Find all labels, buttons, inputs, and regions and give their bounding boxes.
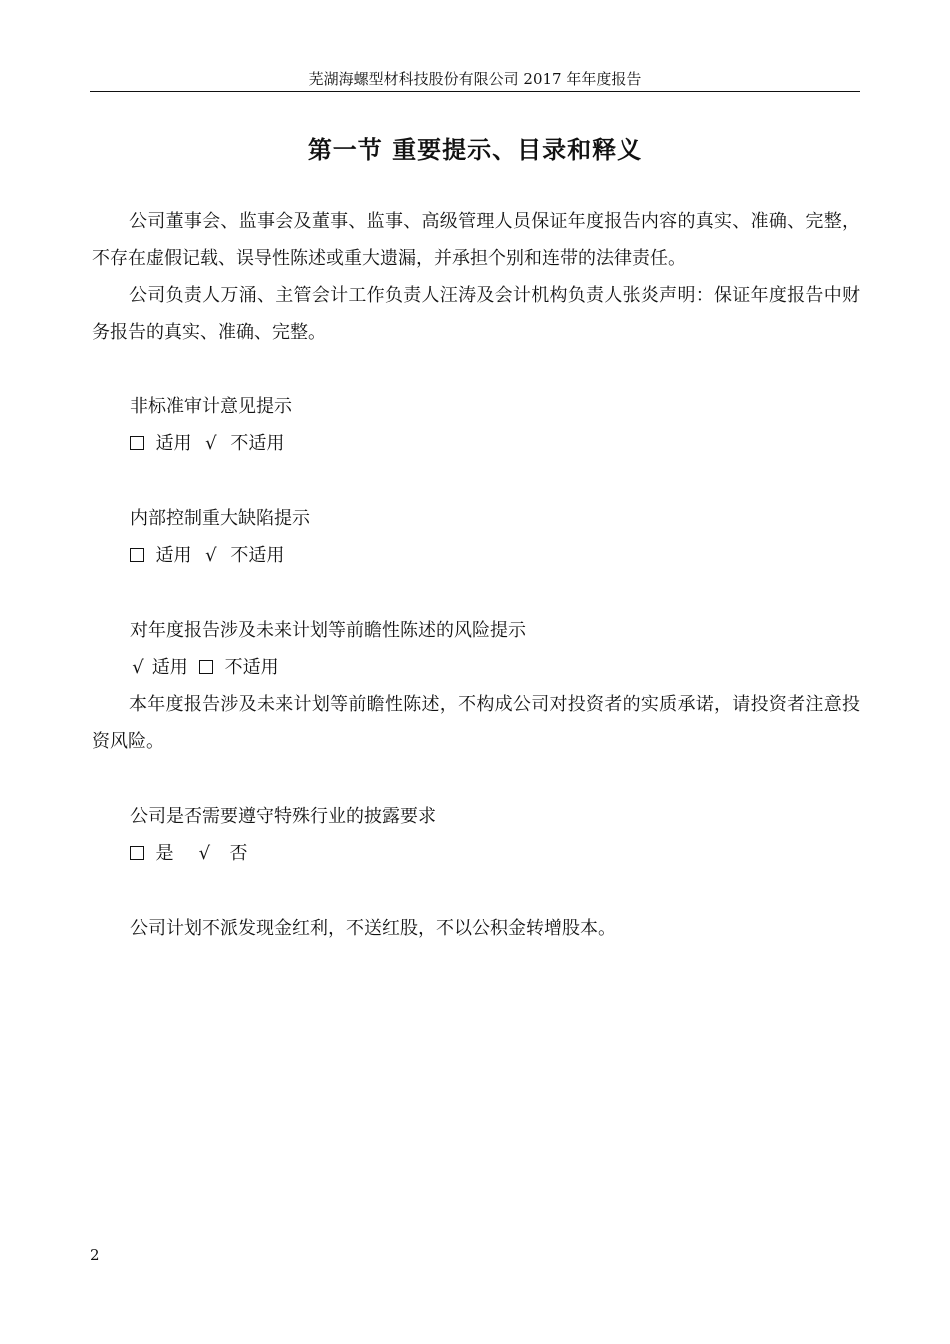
option-applicable: 适用: [155, 545, 192, 566]
internal-control-options: [130, 537, 284, 574]
forward-looking-options: [130, 649, 279, 686]
unchecked-box-icon: [130, 846, 144, 860]
audit-opinion-options: [130, 425, 284, 462]
audit-opinion-heading: 非标准审计意见提示: [130, 396, 292, 417]
unchecked-box-icon: [130, 548, 144, 562]
header-rule: [90, 91, 860, 92]
option-applicable: 适用: [151, 657, 188, 678]
option-not-applicable: 不适用: [224, 657, 279, 678]
forward-looking-body: 本年度报告涉及未来计划等前瞻性陈述，不构成公司对投资者的实质承诺，请投资者注意投资风险。: [92, 694, 860, 752]
option-no: 否: [229, 843, 248, 864]
checkmark-icon: √: [132, 657, 144, 678]
dividend-plan: 公司计划不派发现金红利，不送红股，不以公积金转增股本。: [130, 918, 616, 939]
checkmark-icon: √: [205, 545, 217, 566]
checkmark-icon: √: [198, 843, 211, 864]
disclosure-requirement-heading: 公司是否需要遵守特殊行业的披露要求: [130, 806, 436, 827]
disclosure-requirement-options: [130, 835, 248, 872]
option-not-applicable: 不适用: [230, 433, 285, 454]
page-number: 2: [90, 1246, 100, 1264]
section-title: 第一节 重要提示、目录和释义: [307, 135, 643, 164]
responsibility-paragraph: 公司负责人万涌、主管会计工作负责人汪涛及会计机构负责人张炎声明：保证年度报告中财务报告的真实、准确、完整。: [92, 285, 860, 343]
internal-control-heading: 内部控制重大缺陷提示: [130, 508, 310, 529]
checkmark-icon: √: [205, 433, 217, 454]
option-applicable: 适用: [155, 433, 192, 454]
option-yes: 是: [155, 843, 174, 864]
running-header: 芜湖海螺型材科技股份有限公司 2017 年年度报告: [308, 70, 642, 88]
statement-paragraph: 公司董事会、监事会及董事、监事、高级管理人员保证年度报告内容的真实、准确、完整，不存在虚假记载、误导性陈述或重大遗漏，并承担个别和连带的法律责任。: [92, 211, 860, 269]
unchecked-box-icon: [130, 436, 144, 450]
unchecked-box-icon: [199, 660, 213, 674]
option-not-applicable: 不适用: [230, 545, 285, 566]
forward-looking-heading: 对年度报告涉及未来计划等前瞻性陈述的风险提示: [130, 620, 526, 641]
